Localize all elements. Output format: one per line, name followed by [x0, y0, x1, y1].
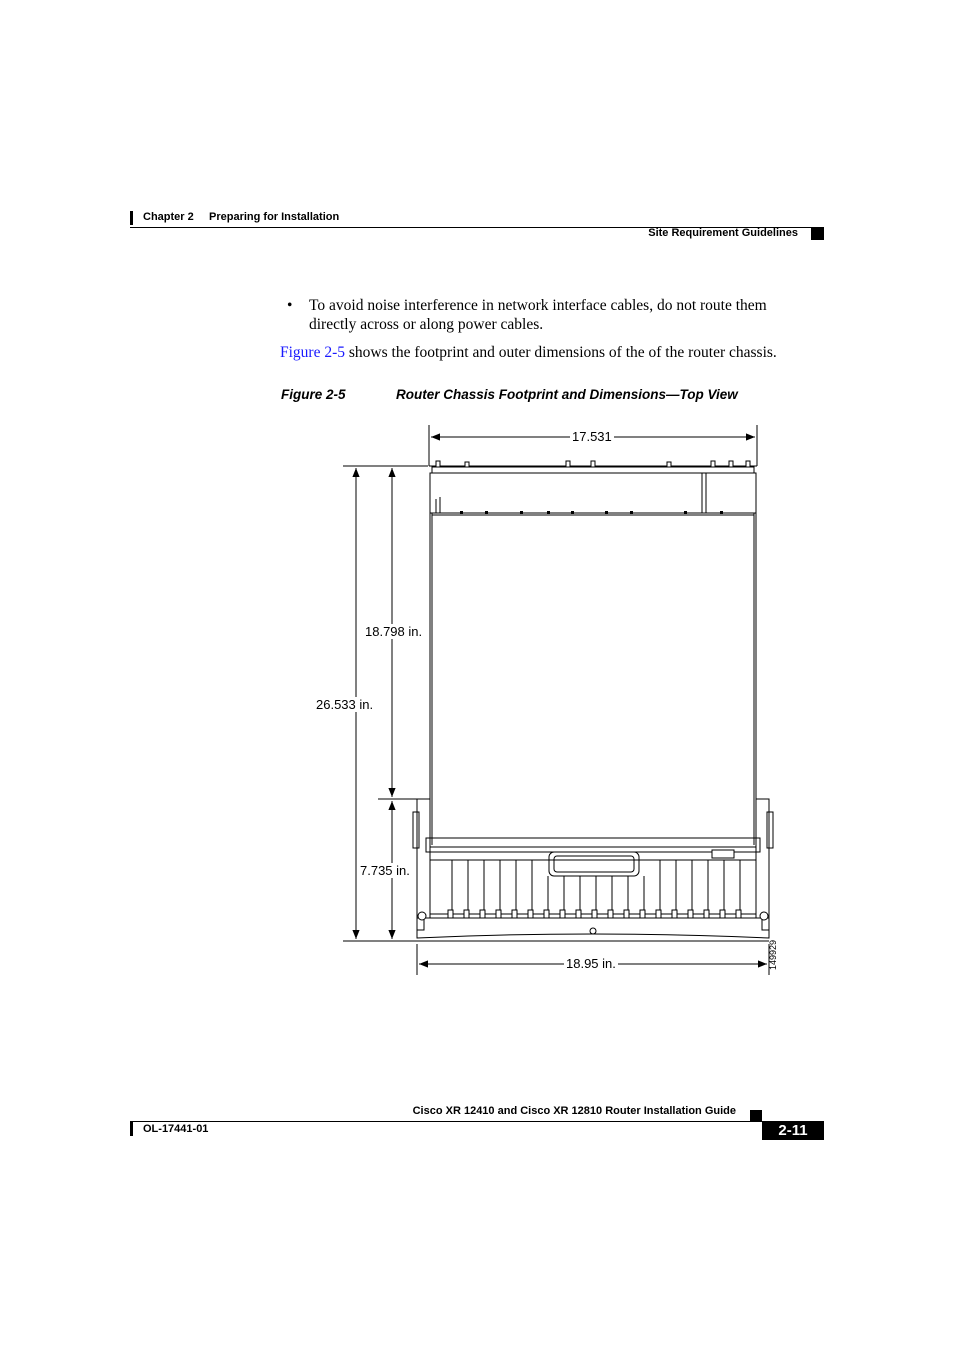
header-chapter: Chapter 2 [143, 211, 194, 223]
figure-link[interactable]: Figure 2-5 [280, 344, 346, 361]
header-right-block [811, 228, 824, 240]
chassis-drawing [300, 420, 800, 980]
bullet-text [309, 296, 829, 334]
figure-reference-paragraph [280, 343, 777, 362]
footer-doc-number: OL-17441-01 [143, 1123, 209, 1135]
dim-width-bottom: 18.95 in. [566, 956, 616, 971]
dim-depth-front: 7.735 in. [360, 863, 410, 878]
header-section: Site Requirement Guidelines [648, 227, 798, 239]
bullet-line-1: To avoid noise interference in network interface cables, do not route them [309, 297, 767, 314]
art-id: 149929 [768, 939, 778, 970]
footer-rule [130, 1121, 824, 1122]
bullet-marker: • [287, 297, 293, 314]
dim-width-top: 17.531 [572, 429, 612, 444]
figure-number: Figure 2-5 [281, 387, 346, 402]
page-number-box [762, 1122, 824, 1140]
dim-depth-chassis: 18.798 in. [365, 624, 423, 639]
footer-left-bar [130, 1122, 133, 1136]
footer-guide-title: Cisco XR 12410 and Cisco XR 12810 Router Installation Guide [412, 1105, 736, 1117]
header-left-bar [130, 211, 133, 225]
figure-title: Router Chassis Footprint and Dimensions—Top View [396, 387, 738, 402]
bullet-line-2: directly across or along power cables. [309, 316, 544, 333]
dim-depth-total: 26.533 in. [316, 697, 374, 712]
paragraph-text: shows the footprint and outer dimensions of the of the router chassis. [345, 344, 777, 361]
header-chapter-title: Preparing for Installation [209, 211, 340, 223]
page-number: 2-11 [778, 1122, 808, 1139]
